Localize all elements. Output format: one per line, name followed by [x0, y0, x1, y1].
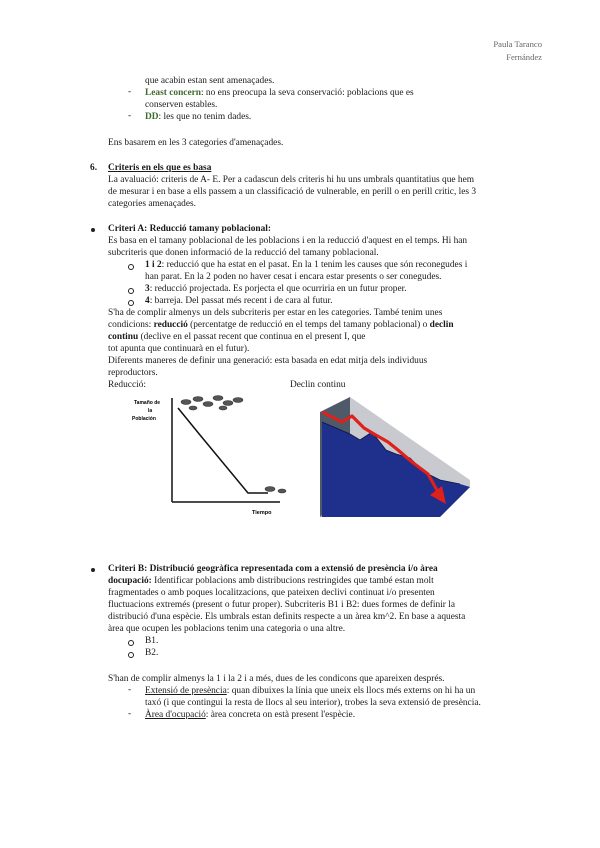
text-span: (percentatge de reducció en el temps del tamany poblacional) o [187, 320, 430, 330]
x-label: Tiempo [252, 510, 272, 516]
text-line: han parat. En la 2 poden no haver cesat i encara estar presents o ser conegudes. [145, 272, 442, 282]
circle-bullet [128, 652, 134, 658]
dash-bullet: - [128, 709, 132, 719]
header-surname: Fernández [506, 52, 542, 62]
circle-bullet [128, 288, 134, 294]
text-line [108, 319, 454, 331]
area-label: Àrea d'ocupació [145, 710, 206, 720]
dd-label: DD [145, 112, 159, 122]
subcriteri-line [145, 259, 467, 271]
decline-chart [300, 392, 470, 524]
circle-bullet [128, 300, 134, 306]
svg-text:Población [132, 416, 156, 422]
subcriteri-b1: B1. [145, 636, 159, 646]
dd-line [145, 111, 251, 123]
area-line [145, 709, 355, 721]
text-line: S'ha de complir almenys un dels subcriteris per estar en les categories. També tenim unes [108, 308, 443, 318]
section-title: Criteris en els que es basa [108, 163, 212, 173]
text-span: (declive en el passat recent que continua en el present I, que [138, 332, 366, 342]
text-line: S'han de complir almenys la 1 i la 2 i a més, dues de les condicons que apareixen després. [108, 674, 445, 684]
text-line: reproductors. [108, 368, 158, 378]
y-label-line: la [148, 408, 153, 414]
text-line: fragmentades o amb poques localitzacions, que pateixen declivi continuat i/o presenten [108, 588, 435, 598]
subcriteri-label: 3 [145, 284, 150, 294]
text-line: àrea que ocupen les poblacions tenim una categoria o una altre. [108, 624, 346, 634]
extensio-text: : quan dibuixes la línia que uneix els llocs més externs on hi ha un [226, 686, 476, 696]
y-label-line: Población [132, 416, 156, 422]
least-concern-line [145, 87, 414, 99]
animal-silhouettes-bottom [265, 487, 286, 494]
subcriteri-b2: B2. [145, 648, 159, 658]
least-concern-label: Least concern [145, 88, 201, 98]
bold-term: declin [429, 320, 454, 330]
extensio-label: Extensió de presència [145, 686, 227, 696]
text-line: taxó (i que contingui la resta de llocs al seu interior), trobes la seva extensió de presència. [145, 698, 481, 708]
bold-term: docupació: [108, 576, 152, 586]
text-line: Diferents maneres de definir una generació: esta basada en edat mitja dels individuus [108, 356, 428, 366]
figure-label-declin: Declin continu [290, 380, 346, 390]
subcriteri-text: : reducció que ha estat en el pasat. En la 1 tenim les causes que són reconegudes i [161, 260, 468, 270]
bold-term: continu [108, 332, 139, 342]
text-line: distribució d'una espècie. Els umbrals estan definits respecte a un àrea km^2. En base a aquesta [108, 612, 466, 622]
reduction-graph [120, 390, 290, 520]
text-line: Ens basarem en les 3 categories d'amenaçades. [108, 138, 284, 148]
y-label [134, 400, 160, 406]
criteri-b-title: Criteri B: Distribució geogràfica representada com a extensió de presència i/o àrea [108, 564, 438, 574]
text-line: que acabin estan sent amenaçades. [145, 76, 275, 86]
text-line: fluctuacions extremés (present o futur proper). Subcriteris B1 i B2: dues formes de definir la [108, 600, 456, 610]
text-span: Identificar poblacions amb distribucions restringides que també estan molt [151, 576, 434, 586]
svg-text:la [148, 408, 152, 414]
bullet [91, 568, 95, 572]
extensio-line [145, 685, 475, 697]
subcriteri-line [145, 283, 407, 295]
bullet [91, 228, 95, 232]
header-name: Paula Taranco [493, 39, 542, 49]
subcriteri-label: 1 i 2 [145, 260, 162, 270]
text-span: condicions: [108, 320, 154, 330]
decline-curve [178, 408, 268, 493]
dd-text: : les que no tenim dades. [158, 112, 252, 122]
dash-bullet: - [128, 111, 132, 121]
subcriteri-text: : reducció projectada. Es porjecta el que ocurriria en un futur proper. [149, 284, 407, 294]
circle-bullet [128, 264, 134, 270]
dash-bullet: - [128, 87, 132, 97]
text-line: de mesurar i en base a ells passem a un classificació de vulnerable, en perill o en perill critic, les 3 [108, 187, 477, 197]
subcriteri-line [145, 295, 332, 307]
circle-bullet [128, 640, 134, 646]
section-number: 6. [90, 163, 98, 173]
area-text: : àrea concreta on està present l'espècie. [205, 710, 356, 720]
dash-bullet: - [128, 685, 132, 695]
criteri-a-title: Criteri A: Reducció tamany poblacional: [108, 224, 272, 234]
text-line: categories amenaçades. [108, 199, 196, 209]
text-line [108, 331, 365, 343]
least-concern-text: : no ens preocupa la seva conservació: poblacions que es [200, 88, 414, 98]
figure-label-reduccio: Reducció: [108, 380, 147, 390]
animal-silhouettes-top [181, 396, 243, 411]
text-line [108, 575, 434, 587]
text-line: conserven estables. [145, 100, 218, 110]
subcriteri-text: : barreja. Del passat més recent i de cara al futur. [149, 296, 333, 306]
text-line: La avaluació: criteris de A- E. Per a cadascun dels criteris hi hu uns umbrals quantitatius que hem [108, 175, 475, 185]
subcriteri-label: 4 [145, 296, 150, 306]
text-line: Es basa en el tamany poblacional de les poblacions i en la reducció d'aquest en el temps. Hi han [108, 236, 468, 246]
text-line: subcriteris que donen informació de la reducció del tamany poblacional. [108, 248, 379, 258]
text-line: tot apunta que continuarà en el futur). [108, 344, 250, 354]
bold-term: reducció [153, 320, 188, 330]
y-label-line: Tamaño de [134, 400, 161, 406]
